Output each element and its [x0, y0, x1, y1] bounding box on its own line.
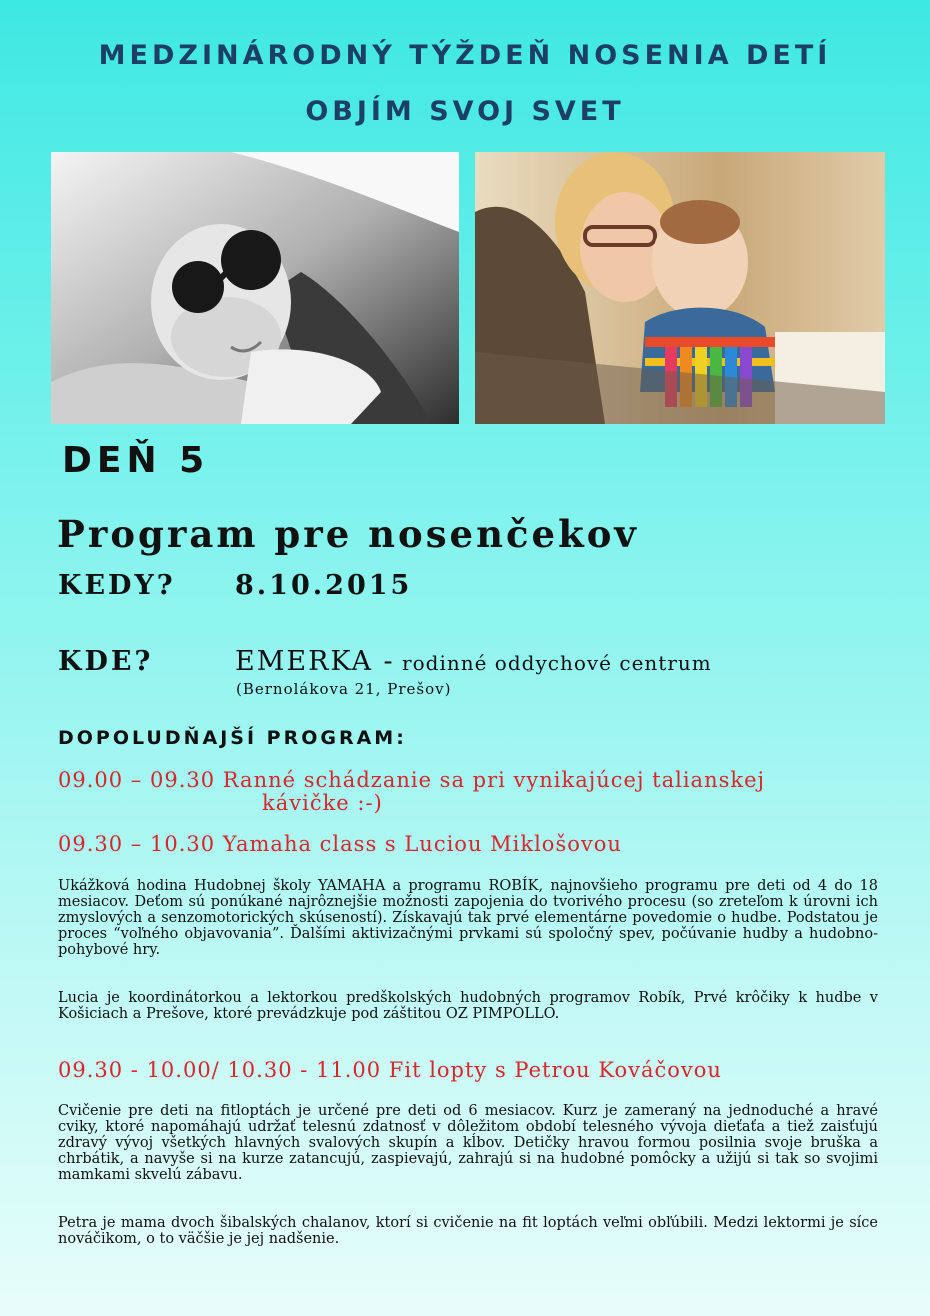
poster-title-line1: MEDZINÁRODNÝ TÝŽDEŇ NOSENIA DETÍ: [98, 40, 832, 71]
schedule-item-1-continued: kávičke :-): [262, 791, 383, 815]
where-venue: EMERKA -: [235, 646, 395, 677]
where-label: KDE?: [58, 646, 154, 677]
day-label: DEŇ 5: [62, 440, 210, 481]
paragraph-fitball-description: Cvičenie pre deti na fitloptách je určené pre deti od 6 mesiacov. Kurz je zameraný na jednoduché a hravé cviky, ktoré napomáhajú udržať telesnú zdatnosť v dôležitom období telesného vývoja dieťaťa a tiež zaisťujú zdravý vývoj všetkých hlavných svalových skupín a kĺbov. Detičky hravou formou posilnia svoje bruška a chrbátik, a navyše si na kurze zatancujú, zaspievajú, zahrajú si na hudobné pomôcky a užijú si tak so svojimi mamkami skvelú zábavu.: [58, 1103, 878, 1183]
paragraph-yamaha-description: Ukážková hodina Hudobnej školy YAMAHA a programu ROBÍK, najnovšieho programu pre deti od 4 do 18 mesiacov. Deťom sú ponúkané najrôznejšie možnosti zapojenia do tvorivého procesu (so zreteľom k úrovni ich zmyslových a senzomotorických skúseností). Získavajú tak prvé elementárne povedomie o hudbe. Podstatou je proces “voľného objavovania”. Ďalšími aktivizačnými prvkami sú spoločný spev, počúvanie hudby a hudobno-pohybové hry.: [58, 878, 878, 958]
where-address: (Bernolákova 21, Prešov): [236, 680, 452, 698]
morning-program-heading: DOPOLUDŇAJŠÍ PROGRAM:: [58, 727, 407, 749]
paragraph-lucia-bio: Lucia je koordinátorkou a lektorkou predškolských hudobných programov Robík, Prvé krôčiky k hudbe v Košiciach a Prešove, ktoré prevádzkuje pod záštitou OZ PIMPOLLO.: [58, 990, 878, 1022]
photo-baby-sunglasses: [51, 152, 459, 424]
where-value: [235, 646, 712, 677]
schedule-item-2: 09.30 – 10.30 Yamaha class s Luciou Miklošovou: [58, 832, 622, 856]
poster-title-line2: OBJÍM SVOJ SVET: [305, 96, 625, 127]
where-venue-description: rodinné oddychové centrum: [394, 651, 712, 675]
photo-baby-sunglasses-illustration: [51, 152, 459, 424]
photo-mother-baby: [475, 152, 885, 424]
schedule-item-1: 09.00 – 09.30 Ranné schádzanie sa pri vynikajúcej talianskej: [58, 768, 766, 792]
schedule-item-3: 09.30 - 10.00/ 10.30 - 11.00 Fit lopty s Petrou Kováčovou: [58, 1058, 722, 1082]
paragraph-petra-bio: Petra je mama dvoch šibalských chalanov, ktorí si cvičenie na fit loptách veľmi obľúbili. Medzi lektormi je síce nováčikom, o to väčšie je jej nadšenie.: [58, 1215, 878, 1247]
program-title: Program pre nosenčekov: [57, 512, 639, 556]
when-label: KEDY?: [58, 570, 176, 601]
photo-mother-baby-illustration: [475, 152, 885, 424]
when-value: 8.10.2015: [235, 570, 413, 601]
